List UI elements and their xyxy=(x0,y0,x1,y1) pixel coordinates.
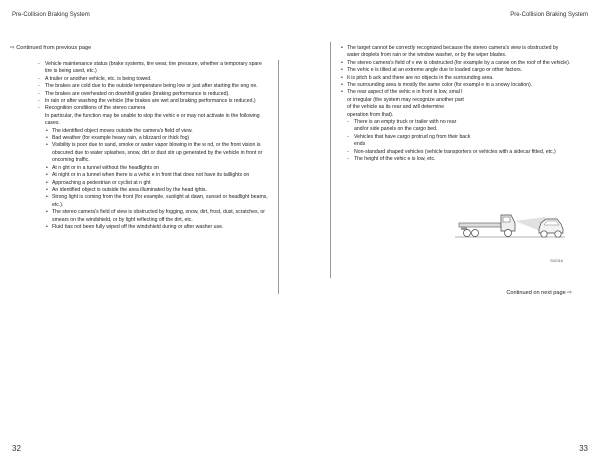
truck-window xyxy=(503,217,510,222)
list-item: - The brakes are cold due to the outside temperature being low or just after starting the eng ne. xyxy=(38,83,270,90)
left-dash-list xyxy=(38,61,270,231)
bullet-item: • The surrounding area is mostly the same color (for exampl e in a snowy location). xyxy=(340,82,572,89)
right-page xyxy=(300,0,600,471)
front-car-wheel-rear xyxy=(541,231,547,237)
bullet-item: • At n ght or in a tunnel without the headlights on xyxy=(45,165,270,172)
left-text-block xyxy=(38,61,270,231)
truck-wheel-rear xyxy=(464,230,471,237)
rear-aspect-subitems xyxy=(347,119,572,163)
bullet-item: • An identified object is outside the area illuminated by the head ights. xyxy=(45,187,270,194)
bullet-item: • Bad weather (for example heavy rain, a blizzard or thick fog) xyxy=(45,135,270,142)
bullet-item: • The stereo camera's field of v ew is obstructed (for example by a canoe on the roof of the vehicle). xyxy=(340,60,572,67)
left-page-number: 32 xyxy=(12,444,21,453)
list-item: - In rain or after washing the vehicle (the brakes are wet and braking performance is reduced.) xyxy=(38,98,270,105)
bullet-item: • The identified object moves outside the camera's field of view. xyxy=(45,128,270,135)
bullet-item: • Fluid has not been fully wiped off the windshield during or after washer use. xyxy=(45,224,270,231)
recognition-intro: In particular, the function may be unable to stop the vehic e or may not activate in the following cases. xyxy=(45,112,260,127)
bullet-item: • It is pitch b ack and there are no objects in the surrounding area. xyxy=(340,75,572,82)
right-page-number: 33 xyxy=(579,444,588,453)
left-content-box xyxy=(32,60,279,294)
truck-flatbed xyxy=(459,223,501,227)
truck-wheel-mid xyxy=(472,230,479,237)
right-bullets xyxy=(340,45,572,164)
list-item: - There is an empty truck or trailer with no rear and/or side panels on the cargo bed. xyxy=(347,119,472,134)
continued-from-previous: ⇨ Continued from previous page xyxy=(10,45,92,51)
bullet-item: • The stereo camera's field of view is obstructed by fogging, snow, dirt, frost, dust, scratches, or smears on the windshield, or by light reflecting off the dirt, etc. xyxy=(45,209,270,224)
bullet-item: • Visibility is poor due to sand, smoke or water vapor blowing in the w nd, or the front vision is obscured due to water splashes, snow, dirt or dust stir up generated by the vehicle in front or oncoming traffic. xyxy=(45,142,270,164)
truck-car-illustration xyxy=(453,179,567,263)
bullet-item: • Strong light is coming from the front (for example, sunlight at dawn, sunset or headlight beams, etc.). xyxy=(45,194,270,209)
list-item: - The brakes are overheated on downhill grades (braking performance is reduced). xyxy=(38,91,270,98)
rear-aspect-text: • The rear aspect of the vehic e in front is low, smal l or irregular (the system may recognize another part of the vehicle as its rear and will determine operation from that). xyxy=(347,89,464,118)
list-item xyxy=(38,105,270,231)
list-item: - Vehicle maintenance status (brake systems, tire wear, tire pressure, whether a temporary spare tire is being used, etc.) xyxy=(38,61,270,76)
recognition-heading: - Recognition conditions of the stereo camera xyxy=(45,105,146,112)
bullet-item: • The target cannot be correctly recognized because the stereo camera's view is obstructed by water droplets from rain or the window washer, or by the wiper blades. xyxy=(340,45,572,60)
front-car-wheel-front xyxy=(555,231,561,237)
recognition-bullets xyxy=(45,128,270,232)
right-content-box xyxy=(330,42,573,278)
list-item: - The height of the vehic e is low, etc. xyxy=(347,156,572,163)
bullet-item: • Approaching a pedestrian or cyclist at n ght xyxy=(45,180,270,187)
right-header-title: Pre-Collision Braking System xyxy=(510,12,588,18)
left-header-title: Pre-Collision Braking System xyxy=(12,12,90,18)
figure-code: S02116 xyxy=(550,259,563,263)
list-item: - A trailer or another vehicle, etc. is being towed. xyxy=(38,76,270,83)
list-item: - Vehicles that have cargo protrud ng from their back ends xyxy=(347,134,472,149)
list-item: - Non-standard shaped vehicles (vehicle transporters or vehicles with a sidecar fitted, etc.) xyxy=(347,149,572,156)
bullet-item: • The vehic e is tilted at an extreme angle due to loaded cargo or other factors. xyxy=(340,67,572,74)
bullet-item: • At night or in a tunnel when there is a vehic e in front that does not have its taillights on xyxy=(45,172,270,179)
continued-on-next: Continued on next page ⇨ xyxy=(506,290,572,296)
right-text-block xyxy=(340,45,572,164)
truck-wheel-front xyxy=(505,230,512,237)
truck-car-svg xyxy=(453,179,567,263)
bullet-item xyxy=(340,89,572,163)
